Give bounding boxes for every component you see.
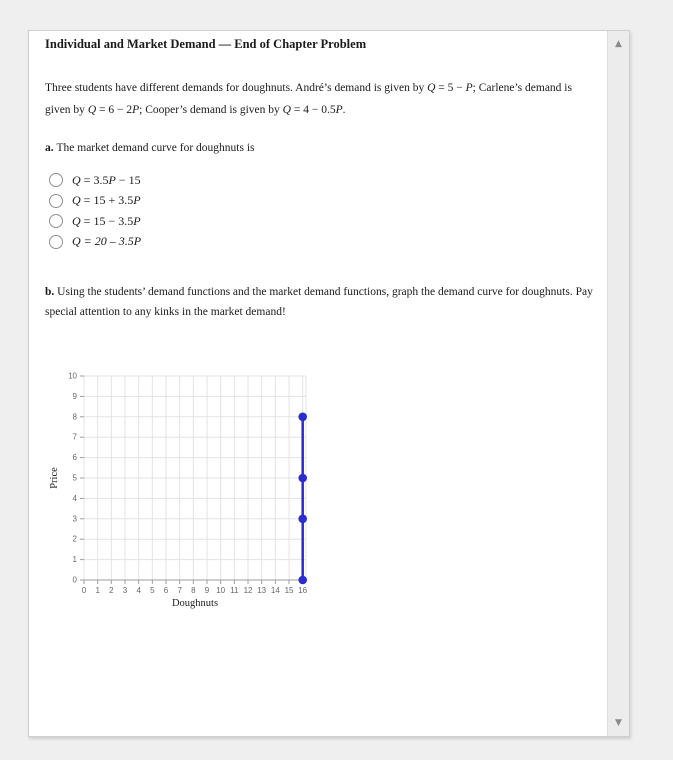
y-tick-label: 2 xyxy=(72,534,77,544)
x-tick-label: 7 xyxy=(177,586,182,595)
y-axis-title: Price xyxy=(49,467,60,489)
option-label-3[interactable]: Q = 15 − 3.5P xyxy=(72,213,141,228)
question-b-prompt xyxy=(45,283,593,322)
option-label-4[interactable]: Q = 20 – 3.5P xyxy=(72,234,142,249)
y-tick-label: 10 xyxy=(68,371,77,381)
y-tick-label: 7 xyxy=(72,432,77,442)
radio-button-3[interactable] xyxy=(49,214,63,228)
x-tick-label: 10 xyxy=(216,586,226,595)
panel-scrollbar[interactable] xyxy=(607,31,629,736)
demand-curve-point[interactable] xyxy=(298,515,307,524)
x-tick-label: 13 xyxy=(257,586,267,595)
radio-button-1[interactable] xyxy=(49,173,63,187)
radio-button-2[interactable] xyxy=(49,194,63,208)
problem-content xyxy=(29,31,608,736)
x-tick-label: 16 xyxy=(298,586,308,595)
y-tick-label: 1 xyxy=(72,555,77,565)
x-tick-label: 0 xyxy=(81,586,87,595)
x-tick-label: 4 xyxy=(136,586,141,595)
y-tick-label: 0 xyxy=(72,575,77,585)
x-tick-label: 6 xyxy=(163,586,169,595)
x-axis-title: Doughnuts xyxy=(171,598,219,609)
x-tick-label: 9 xyxy=(204,586,210,595)
x-tick-label: 14 xyxy=(270,586,280,595)
option-row-4[interactable] xyxy=(49,232,141,253)
demand-curve-point[interactable] xyxy=(298,474,307,483)
demand-curve-point[interactable] xyxy=(298,576,307,585)
demand-chart[interactable] xyxy=(40,362,320,615)
problem-intro xyxy=(45,78,572,121)
problem-panel xyxy=(28,30,630,737)
x-tick-label: 2 xyxy=(109,586,114,595)
question-b-line-1: b. Using the students’ demand functions and the market demand functions, graph the demand curve for doughnuts. Pay xyxy=(45,286,593,298)
x-tick-label: 5 xyxy=(150,586,155,595)
demand-curve-point[interactable] xyxy=(298,413,307,422)
y-tick-label: 3 xyxy=(72,514,77,524)
scroll-up-icon[interactable]: ▲ xyxy=(615,39,622,49)
question-a-prompt: a. The market demand curve for doughnuts is xyxy=(45,142,255,154)
intro-line-1: Three students have different demands for doughnuts. André’s demand is given by Q = 5 − P; Carlene’s demand is xyxy=(45,82,572,94)
y-tick-label: 4 xyxy=(72,493,77,503)
y-tick-label: 6 xyxy=(72,453,77,463)
y-tick-label: 5 xyxy=(72,473,77,483)
scroll-down-icon[interactable]: ▼ xyxy=(615,718,622,728)
x-tick-label: 3 xyxy=(122,586,128,595)
problem-title: Individual and Market Demand — End of Chapter Problem xyxy=(45,37,367,51)
radio-button-4[interactable] xyxy=(49,235,63,249)
option-label-2[interactable]: Q = 15 + 3.5P xyxy=(72,193,141,208)
question-a-options xyxy=(49,170,141,252)
intro-line-2: given by Q = 6 − 2P; Cooper’s demand is given by Q = 4 − 0.5P. xyxy=(45,103,346,116)
question-b-line-2: special attention to any kinks in the market demand! xyxy=(45,305,286,318)
option-row-1[interactable] xyxy=(49,170,141,191)
y-tick-label: 8 xyxy=(72,412,77,422)
x-tick-label: 8 xyxy=(191,586,196,595)
option-label-1[interactable]: Q = 3.5P − 15 xyxy=(72,172,141,187)
option-row-3[interactable] xyxy=(49,211,141,232)
y-tick-label: 9 xyxy=(72,391,77,401)
x-tick-label: 1 xyxy=(95,586,100,595)
option-row-2[interactable] xyxy=(49,191,141,212)
demand-graph[interactable] xyxy=(40,362,320,615)
x-tick-label: 12 xyxy=(243,586,253,595)
x-tick-label: 15 xyxy=(284,586,294,595)
x-tick-label: 11 xyxy=(230,586,239,595)
